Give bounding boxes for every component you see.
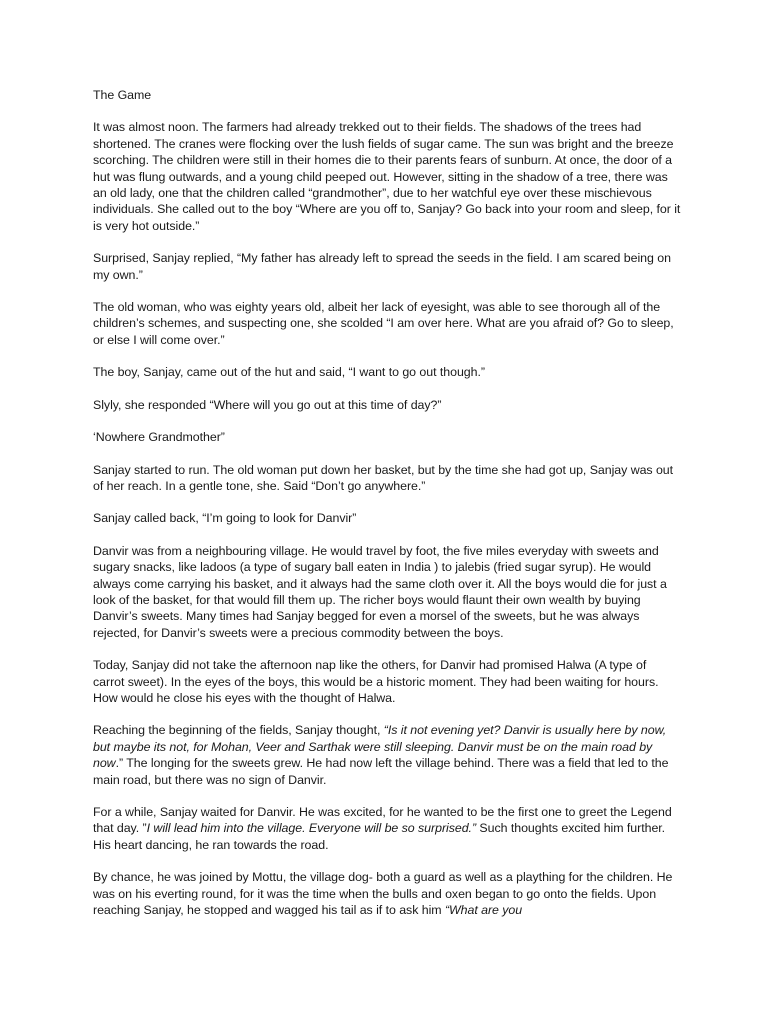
- italic-text-segment: “What are you: [444, 903, 523, 918]
- paragraph: [93, 429, 681, 445]
- text-segment: The old woman, who was eighty years old, albeit her lack of eyesight, was able to see thorough all of the children’s schemes, and suspecting one, she scolded “I am over here. What are you afraid of? Go to sleep, or else I will come over.”: [93, 300, 674, 347]
- text-segment: Surprised, Sanjay replied, “My father has already left to spread the seeds in the field. I am scared being on my own.”: [93, 251, 671, 282]
- paragraph: [93, 119, 681, 234]
- paragraph: [93, 364, 681, 380]
- paragraph: [93, 657, 681, 706]
- text-segment: By chance, he was joined by Mottu, the village dog- both a guard as well as a plaything for the children. He was on his everting round, for it was the time when the bulls and oxen began to go onto the fields. Upon reaching Sanjay, he stopped and wagged his tail as if to ask him: [93, 870, 673, 918]
- document-title: The Game: [93, 88, 152, 102]
- document-page: [93, 87, 681, 934]
- paragraph: [93, 462, 681, 495]
- text-segment: Today, Sanjay did not take the afternoon nap like the others, for Danvir had promised Halwa (A type of carrot sweet). In the eyes of the boys, this would be a historic moment. They had been waiting for hours. How would he close his eyes with the thought of Halwa.: [93, 658, 659, 705]
- text-segment: For a while, Sanjay waited for Danvir. He was excited, for he wanted to be the first one to greet the Legend that day. ”: [93, 805, 672, 836]
- text-segment: Sanjay started to run. The old woman put down her basket, but by the time she had got up, Sanjay was out of her reach. In a gentle tone, she. Said “Don’t go anywhere.”: [93, 462, 674, 493]
- paragraph: [93, 299, 681, 348]
- paragraph: [93, 869, 681, 918]
- paragraph: [93, 722, 681, 788]
- italic-text-segment: “Is it not evening yet? Danvir is usually here by now, but maybe its not, for Mohan, Veer and Sarthak were still sleeping. Danvir must be on the main road by now: [93, 723, 667, 771]
- paragraph: [93, 543, 681, 641]
- text-segment: .” The longing for the sweets grew. He had now left the village behind. There was a field that led to the main road, but there was no sign of Danvir.: [93, 756, 669, 787]
- text-segment: Sanjay called back, “I’m going to look for Danvir”: [93, 511, 357, 526]
- paragraph: [93, 397, 681, 413]
- italic-text-segment: I will lead him into the village. Everyone will be so surprised.”: [146, 821, 477, 836]
- text-segment: Such thoughts excited him further. His heart dancing, he ran towards the road.: [93, 821, 666, 852]
- text-segment: Slyly, she responded “Where will you go out at this time of day?”: [93, 397, 442, 412]
- text-segment: Reaching the beginning of the fields, Sanjay thought,: [93, 723, 384, 738]
- text-segment: It was almost noon. The farmers had already trekked out to their fields. The shadows of the trees had shortened. The cranes were flocking over the lush fields of sugar came. The sun was bright and the breeze scorching. The children were still in their homes die to their parents fears of sunburn. At once, the door of a hut was flung outwards, and a young child peeped out. However, sitting in the shadow of a tree, there was an old lady, one that the children called “grandmother”, due to her watchful eye over these mischievous individuals. She called out to the boy “Where are you off to, Sanjay? Go back into your room and sleep, for it is very hot outside.”: [93, 120, 681, 233]
- text-segment: ‘Nowhere Grandmother”: [93, 430, 225, 445]
- text-segment: Danvir was from a neighbouring village. He would travel by foot, the five miles everyday with sweets and sugary snacks, like ladoos (a type of sugary ball eaten in India ) to jalebis (fried sugar syrup). He would always come carrying his basket, and it always had the same cloth over it. All the boys would die for just a look of the basket, for that would fill them up. The richer boys would flaunt their own wealth by buying Danvir’s sweets. Many times had Sanjay begged for even a morsel of the sweets, but he was always rejected, for Danvir’s sweets were a precious commodity between the boys.: [93, 543, 667, 640]
- paragraph: [93, 804, 681, 853]
- paragraph: [93, 510, 681, 526]
- document-body: [93, 119, 681, 918]
- paragraph: [93, 250, 681, 283]
- text-segment: The boy, Sanjay, came out of the hut and said, “I want to go out though.”: [93, 365, 485, 380]
